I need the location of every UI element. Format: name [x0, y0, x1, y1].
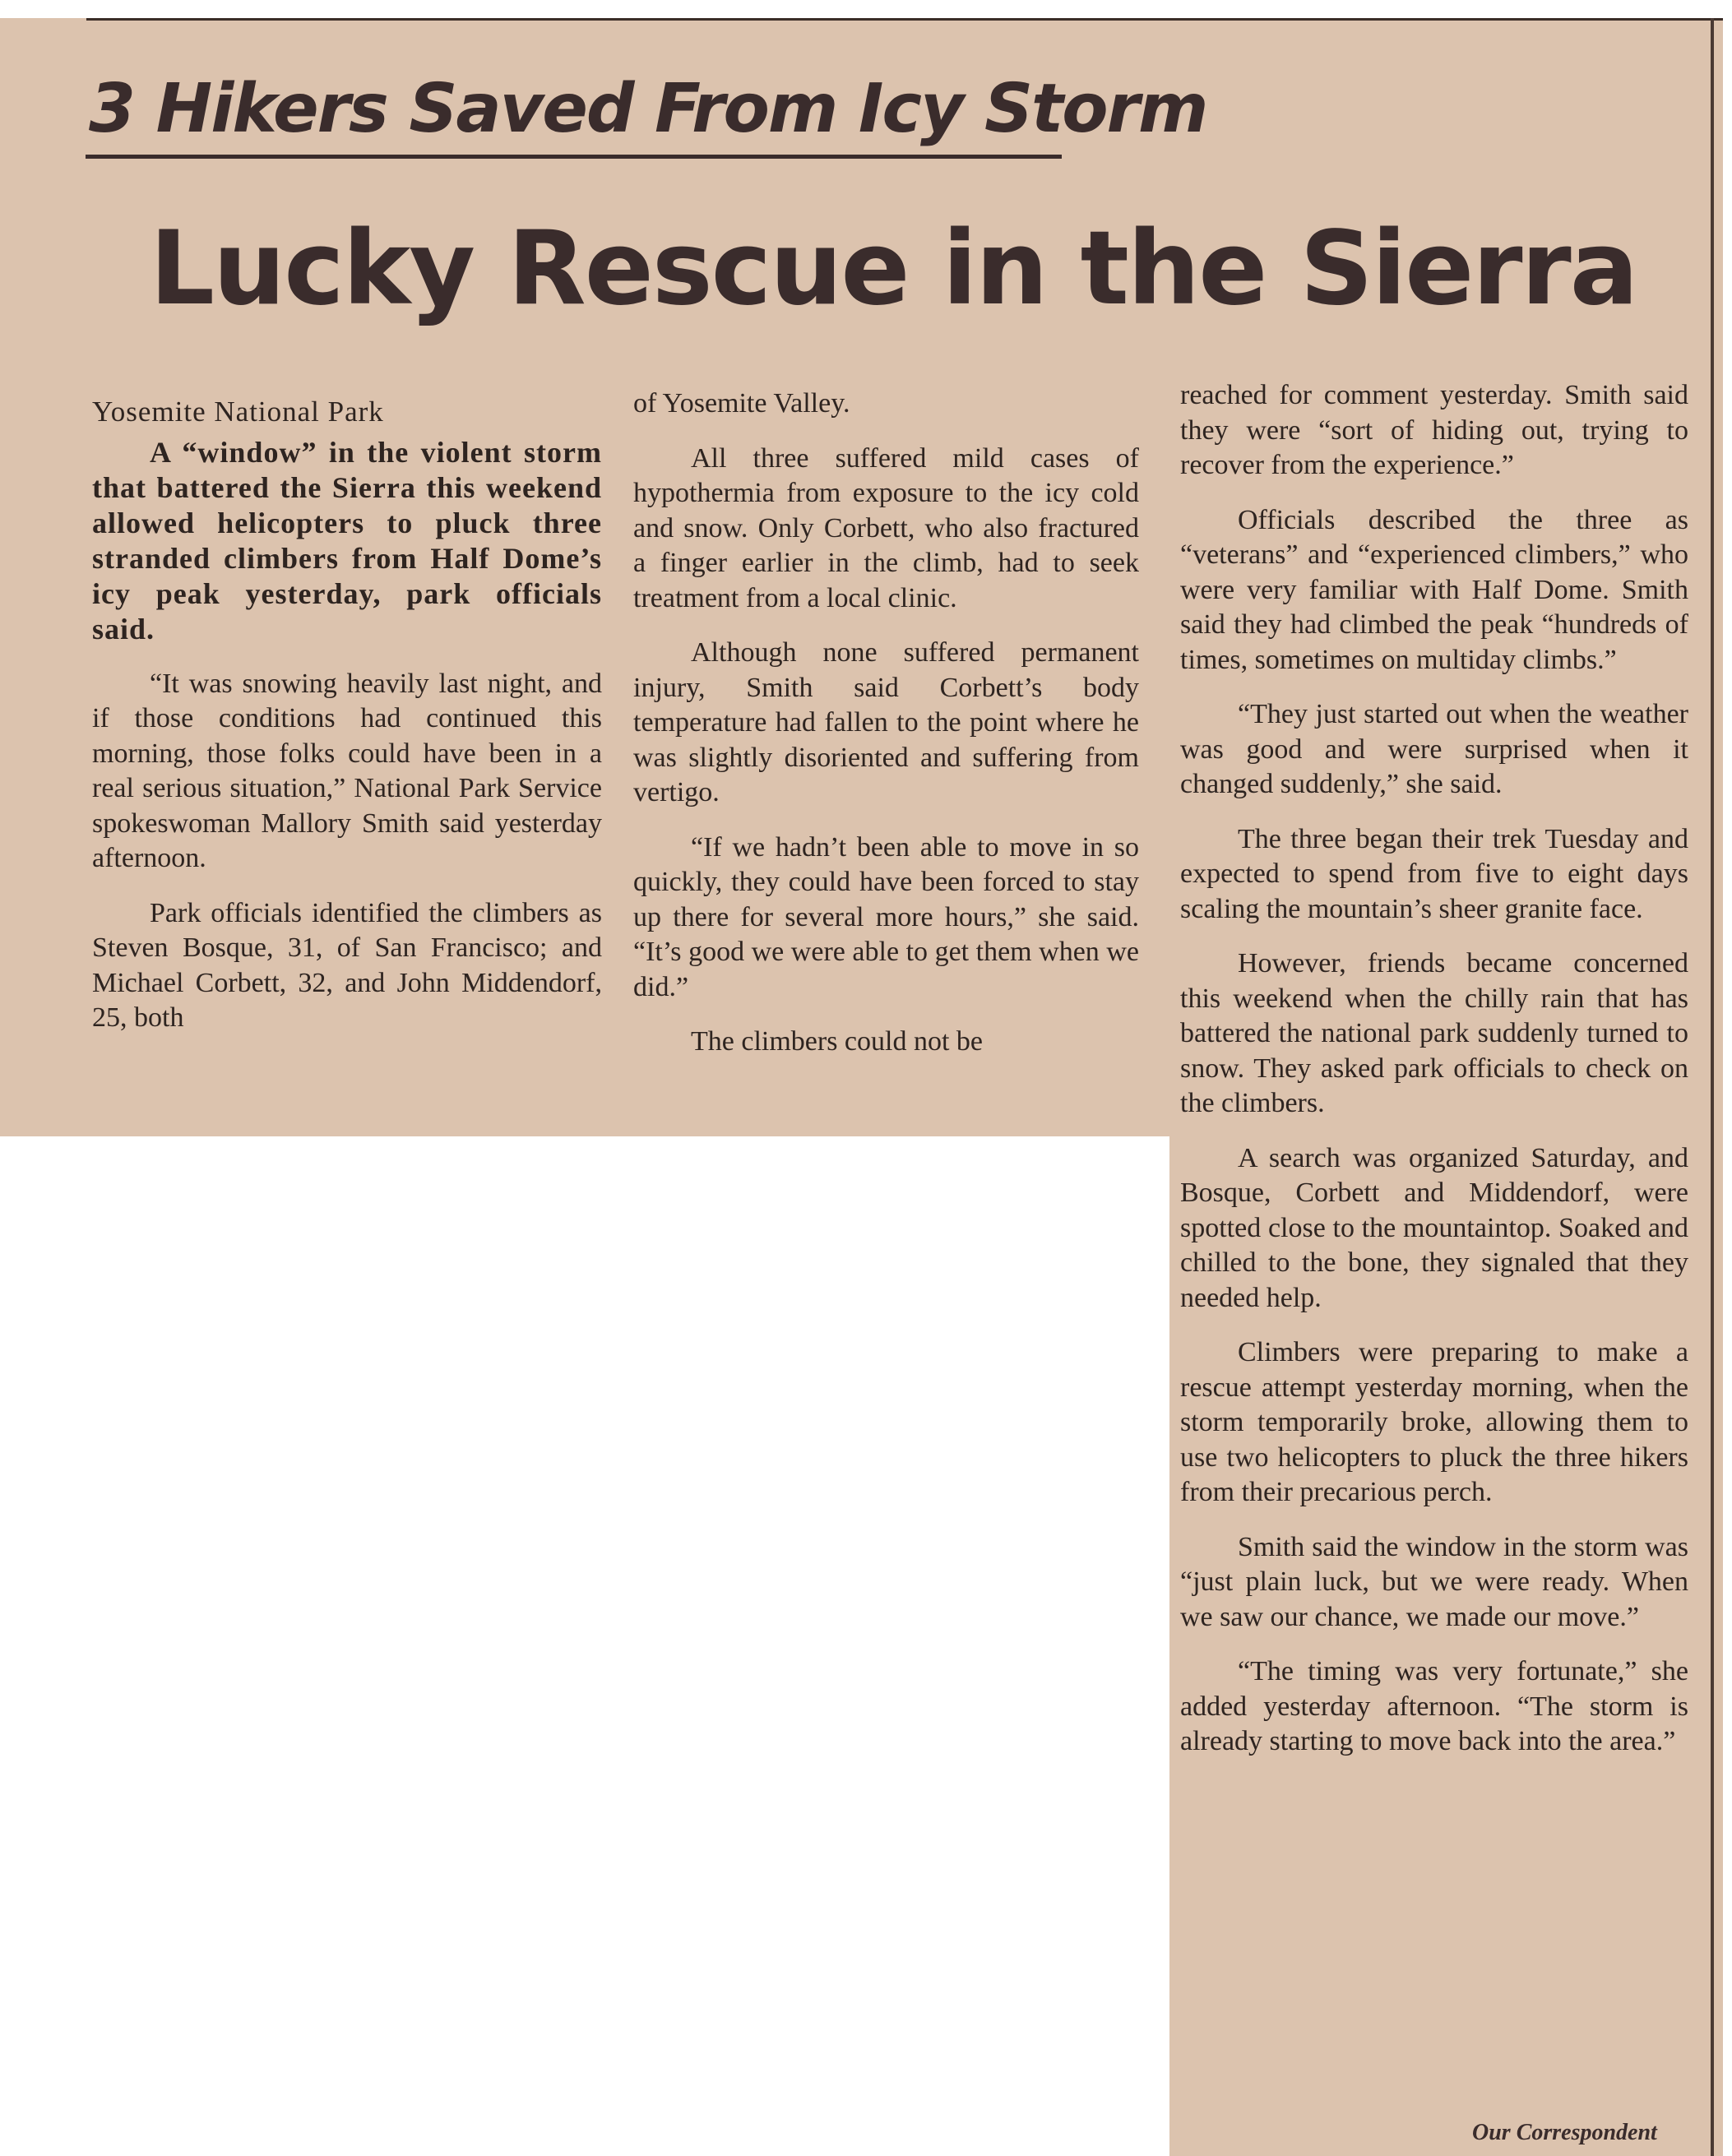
main-headline: Lucky Rescue in the Sierra	[150, 210, 1637, 328]
paragraph-continued: reached for comment yesterday. Smith said they were “sort of hiding out, trying to recover from the experience.”	[1180, 380, 1688, 480]
column-2	[633, 386, 1139, 1080]
paragraph: Although none suffered permanent injury, Smith said Corbett’s body temperature had fallen to the point where he was slightly disoriented and suffering from vertigo.	[633, 637, 1139, 807]
paragraph: Smith said the window in the storm was “just plain luck, but we were ready. When we saw our chance, we made our move.”	[1180, 1531, 1688, 1632]
paragraph: “If we hadn’t been able to move in so quickly, they could have been forced to stay up there for several more hours,” she said. “It’s good we were able to get them when we did.”	[633, 831, 1139, 1002]
top-rule	[86, 18, 1723, 21]
kicker-underline	[86, 155, 1062, 159]
paragraph: All three suffered mild cases of hypothermia from exposure to the icy cold and snow. Only Corbett, who also fractured a finger earlier in the climb, had to seek treatment from a local clinic.	[633, 442, 1139, 613]
dateline: Yosemite National Park	[92, 396, 384, 428]
kicker-headline: 3 Hikers Saved From Icy Storm	[89, 70, 1207, 148]
byline: Our Correspondent	[1472, 2120, 1657, 2145]
column-3	[1180, 378, 1688, 1779]
paragraph: Officials described the three as “veterans” and “experienced climbers,” who were very familiar with Half Dome. Smith said they had climbed the peak “hundreds of times, sometimes on multiday climbs.”	[1180, 504, 1688, 675]
paragraph: Park officials identified the climbers as Steven Bosque, 31, of San Francisco; and Michael Corbett, 32, and John Middendorf, 25, both	[92, 897, 602, 1033]
right-rule	[1711, 18, 1714, 2156]
paragraph: The climbers could not be	[691, 1026, 984, 1057]
paragraph: “It was snowing heavily last night, and if those conditions had continued this morning, those folks could have been in a real serious situation,” National Park Service spokeswoman Mallory Smith said yesterday afternoon.	[92, 668, 602, 873]
lead-paragraph: A “window” in the violent storm that battered the Sierra this weekend allowed helicopters to pluck three stranded climbers from Half Dome’s icy peak yesterday, park officials said.	[92, 435, 602, 645]
paragraph: A search was organized Saturday, and Bosque, Corbett and Middendorf, were spotted close to the mountaintop. Soaked and chilled to the bone, they signaled that they needed help.	[1180, 1142, 1688, 1313]
column-1	[92, 395, 602, 1056]
paragraph: “They just started out when the weather was good and were surprised when it changed suddenly,” she said.	[1180, 699, 1688, 799]
paragraph-continued: of Yosemite Valley.	[633, 388, 850, 419]
paragraph: The three began their trek Tuesday and expected to spend from five to eight days scaling the mountain’s sheer granite face.	[1180, 823, 1688, 924]
paragraph: “The timing was very fortunate,” she added yesterday afternoon. “The storm is already starting to move back into the area.”	[1180, 1656, 1688, 1756]
paragraph: However, friends became concerned this weekend when the chilly rain that has battered the national park suddenly turned to snow. They asked park officials to check on the climbers.	[1180, 948, 1688, 1118]
paragraph: Climbers were preparing to make a rescue attempt yesterday morning, when the storm temporarily broke, allowing them to use two helicopters to pluck the three hikers from their precarious perch.	[1180, 1337, 1688, 1507]
